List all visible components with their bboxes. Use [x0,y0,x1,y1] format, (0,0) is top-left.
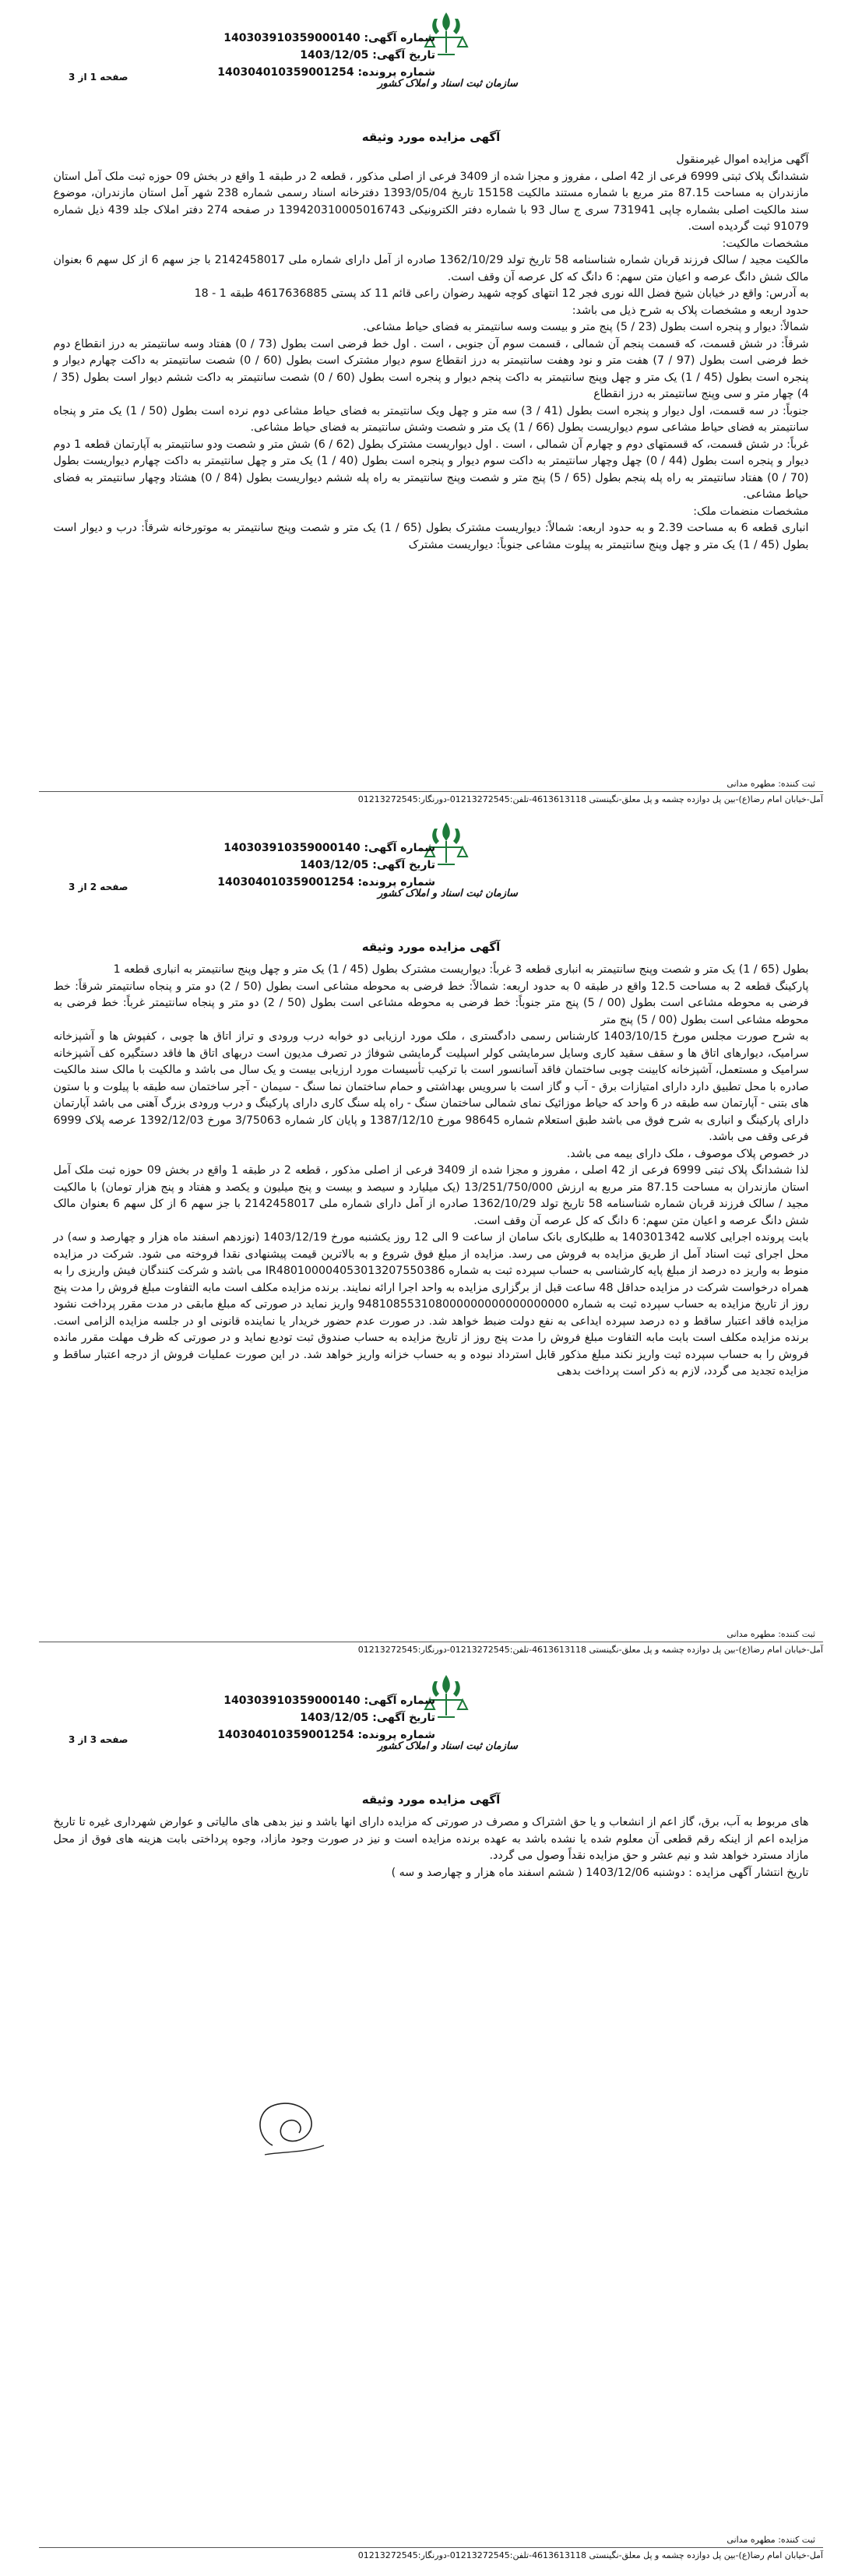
case-no: 140304010359001254 [217,66,354,79]
notice-no: 140303910359000140 [223,32,361,44]
case-no-label: شماره پرونده: [357,66,435,79]
page-header [0,0,862,128]
notice-body [54,954,809,1381]
case-no: 140304010359001254 [217,876,354,889]
case-no-label: شماره پرونده: [357,876,435,889]
approver-line [727,779,815,789]
paragraph: لذا ششدانگ پلاک ثبتی 6999 فرعی از 42 اصلی ، مفروز و مجزا شده از 3409 فرعی از اصلی مذکور ، قطعه 2 در طبقه 1 واقع در بخش 09 حوزه ثبت ملک آمل استان مازندران به مساحت 87.15 متر مربع به ارزش 13/251/750/000 (یک میلیارد و سیصد و بیست و پنج میلیون و یکصد و هفتاد و پنج هزار تومان) با مالکیت مجید / سالک فرزند قربان شماره شناسنامه 58 تاریخ تولد 1362/10/29 صادره از آمل دارای شماره ملی 2142458017 با جز سهم 6 از کل سهم 6 بعنوان مالک شش دانگ عرصه و اعیان متن سهم: 6 دانگ که کل عرصه آن وقف است. [53,1164,809,1227]
notice-no-label: شماره آگهی: [364,842,435,854]
approver-line [727,2535,815,2545]
paragraph: حدود اربعه و مشخصات پلاک به شرح ذیل می باشد: [572,304,809,317]
notice-date: 1403/12/05 [300,49,369,62]
document-page-3 [0,1663,862,2576]
footer-rule [39,2547,823,2548]
document-page-1 [0,0,862,810]
date-label: تاریخ آگهی: [372,1712,435,1724]
footer-address: آمل-خیابان امام رضا(ع)-بین پل دوازده چشمه و پل معلق-نگینستی 4613613118-تلفن:01213272545-دورنگار:01213272545 [357,1645,823,1655]
approver-name: مطهره مدانی [727,1629,776,1639]
paragraph: در خصوص پلاک موصوف ، ملک دارای بیمه می باشد. [566,1147,809,1160]
paragraph: آگهی مزایده اموال غیرمنقول [676,153,809,166]
approver-line [727,1629,815,1639]
paragraph: انباری قطعه 6 به مساحت 2.39 و به حدود اربعه: شمالاً: دیواریست مشترک بطول (65 / 1) یک متر و شصت وپنج سانتیمتر به موتورخانه شرقاً: درب و دیوار است بطول (45 / 1) یک متر و چهل وپنج سانتیمتر به پیلوت مشاعی جنوباً: دیواریست مشترک [53,522,809,551]
notice-meta [217,839,435,891]
notice-body [54,144,809,554]
organization-name: سازمان ثبت اسناد و املاک کشور [378,888,518,899]
handwritten-signature-icon [249,2091,335,2165]
footer-address: آمل-خیابان امام رضا(ع)-بین پل دوازده چشمه و پل معلق-نگینستی 4613613118-تلفن:01213272545-دورنگار:01213272545 [357,2550,823,2560]
case-no: 140304010359001254 [217,1729,354,1741]
paragraph: غرباً: در شش قسمت، که قسمتهای دوم و چهارم آن شمالی ، است . اول دیواریست مشترک بطول (62 / 6) شش متر و شصت ودو سانتیمتر به آپارتمان قطعه 1 دوم دیوار و پنجره است بطول (44 / 0) چهل وچهار سانتیمتر به داکت سوم دیوار و پنجره است بطول (40 / 1) یک متر و چهل سانتیمتر به داکت چهارم دیواریست بطول (70 / 0) هفتاد سانتیمتر به راه پله پنجم بطول (65 / 5) پنج متر و شصت وپنج سانتیمتر به راه پله ششم دیواریست بطول (84 / 0) هشتاد وچهار سانتیمتر به فضای حیاط مشاعی. [53,438,809,501]
paragraph: به شرح صورت مجلس مورخ 1403/10/15 کارشناس رسمی دادگستری ، ملک مورد ارزیابی دو خوابه درب ورودی و تراز اتاق ها چوبی ، کفپوش ها و آشپزخانه سرامیک، دیوارهای اتاق ها و سقف سقید کاری وسایل سرمایشی کولر اسپلیت گرمایشی شوفاژ در تصرف مدیون است دربهای اتاق ها فاقد دستگیره کف آشپزخانه سرامیک و مستعمل، آشپزخانه کابینت چوبی ساختمان فاقد آسانسور است با ترکیب تأسیسات مورد ارزیابی بیست و یک سال می باشد و مالکیت با مالک سند مالکیت صادره با محل تطبیق دارد دارای امتیازات برق - آب و گاز است با سرویس بهداشتی و حمام ساختمان نما سنگ - سیمان - آجر ساختمان سه طبقه با پیلوت و با ستون های بتنی - آپارتمان سه طبقه در 6 واحد که حیاط موزائیک نمای شمالی ساختمان سنگ - راه پله سنگ کاری دارای پارکینگ و درب ورودی بزرگ آهنی می باشد آپارتمان دارای پارکینگ و انباری به شرح فوق می باشد طبق استعلام شماره 98645 مورخ 1387/12/10 و پایان کار شماره 3/75063 مورخ 1392/12/03 عرصه پلاک 6999 فرعی وقف می باشد. [53,1030,809,1143]
approver-label: ثبت کننده: [778,2535,815,2545]
paragraph: مالکیت مجید / سالک فرزند قربان شماره شناسنامه 58 تاریخ تولد 1362/10/29 صادره از آمل دارای شماره ملی 2142458017 با جز سهم 6 از کل سهم 6 بعنوان مالک شش دانگ عرصه و اعیان متن سهم: 6 دانگ که کل عرصه آن وقف است. [53,254,809,283]
notice-title: آگهی مزایده مورد وثیقه [361,940,501,954]
page-header [0,810,862,938]
paragraph: شمالاً: دیوار و پنجره است بطول (23 / 5) پنج متر و بیست وسه سانتیمتر به فضای حیاط مشاعی. [363,321,809,333]
notice-date: 1403/12/05 [300,1712,369,1724]
page-number: صفحه 1 از 3 [69,72,128,83]
notice-title: آگهی مزایده مورد وثیقه [361,1793,501,1807]
approver-name: مطهره مدانی [727,779,776,789]
date-label: تاریخ آگهی: [372,49,435,62]
case-no-label: شماره پرونده: [357,1729,435,1741]
notice-no-label: شماره آگهی: [364,32,435,44]
organization-name: سازمان ثبت اسناد و املاک کشور [378,78,518,90]
approver-label: ثبت کننده: [778,779,815,789]
paragraph: تاریخ انتشار آگهی مزایده : دوشنبه 1403/12/06 ( ششم اسفند ماه هزار و چهارصد و سه ) [391,1866,809,1879]
notice-no: 140303910359000140 [223,842,361,854]
approver-label: ثبت کننده: [778,1629,815,1639]
paragraph: های مربوط به آب، برق، گاز اعم از انشعاب و یا حق اشتراک و مصرف در صورتی که مزایده دارای انها باشد و نیز بدهی های مالیاتی و عوارض شهرداری غیره تا تاریخ مزایده اعم از اینکه رقم قطعی آن معلوم شده یا نشده باشد به عهده برنده مزایده است و نیز در صورت وجود مازاد، وجوه پرداختی بابت هزینه های فوق از محل مازاد مسترد خواهد شد و نیم عشر و حق مزایده نقداً وصول می گردد. [53,1816,809,1862]
organization-name: سازمان ثبت اسناد و املاک کشور [378,1740,518,1752]
page-header [0,1663,862,1791]
page-number: صفحه 2 از 3 [69,882,128,892]
notice-no-label: شماره آگهی: [364,1694,435,1707]
footer-address: آمل-خیابان امام رضا(ع)-بین پل دوازده چشمه و پل معلق-نگینستی 4613613118-تلفن:01213272545-دورنگار:01213272545 [357,794,823,804]
document-page-2 [0,810,862,1663]
notice-title: آگهی مزایده مورد وثیقه [361,130,501,144]
notice-date: 1403/12/05 [300,859,369,871]
notice-meta [217,30,435,81]
page-number: صفحه 3 از 3 [69,1734,128,1745]
paragraph: جنوباً: در سه قسمت، اول دیوار و پنجره است بطول (41 / 3) سه متر و چهل ویک سانتیمتر به فضای حیاط مشاعی دوم نرده است بطول (50 / 1) یک متر و پنجاه سانتیمتر به فضای حیاط مشاعی سوم دیواریست بطول (66 / 1) یک متر و شصت وشش سانتیمتر به فضای حیاط مشاعی. [53,404,809,434]
footer-rule [39,791,823,792]
paragraph: مشخصات منضمات ملک: [693,505,809,518]
paragraph: مشخصات مالکیت: [722,237,809,250]
notice-body [54,1807,809,1881]
approver-name: مطهره مدانی [727,2535,776,2545]
paragraph: بطول (65 / 1) یک متر و شصت وپنج سانتیمتر به انباری قطعه 3 غرباً: دیواریست مشترک بطول (45 / 1) یک متر و چهل وپنج سانتیمتر به انباری قطعه 1 [113,963,809,976]
notice-meta [217,1692,435,1744]
paragraph: به آدرس: واقع در خیابان شیخ فضل الله نوری فجر 12 انتهای کوچه شهید رضوان راعی قائم 11 کد پستی 4617636885 طبقه 1 - 18 [194,287,809,300]
paragraph: شرقاً: در شش قسمت، که قسمت پنجم آن شمالی ، قسمت سوم آن جنوبی ، است . اول خط فرضی است بطول (73 / 0) هفتاد وسه سانتیمتر به درز انقطاع دوم خط فرضی است بطول (97 / 7) هفت متر و نود وهفت سانتیمتر به درز انقطاع سوم دیوار مشترک است بطول (60 / 0) شصت سانتیمتر به داکت چهارم دیوار و پنجره است بطول (45 / 1) یک متر و چهل وپنج سانتیمتر به داکت پنجم دیوار و پنجره است بطول (60 / 0) شصت سانتیمتر به داکت ششم دیوار است بطول (35 / 4) چهار متر و سی وپنج سانتیمتر به درز انقطاع [53,337,809,400]
notice-no: 140303910359000140 [223,1694,361,1707]
paragraph: ششدانگ پلاک ثبتی 6999 فرعی از 42 اصلی ، مفروز و مجزا شده از 3409 فرعی از اصلی مذکور ، قطعه 2 در طبقه 1 واقع در بخش 09 حوزه ثبت ملک آمل استان مازندران به مساحت 87.15 متر مربع با شماره مستند مالکیت 15158 تاریخ 1393/05/04 دفترخانه اسناد رسمی شماره 238 شهر آمل استان مازندران، موضوع سند مالکیت اصلی بشماره چاپی 731941 سری ج سال 93 با شماره دفتر الکترونیکی 139420310005016743 در صفحه 274 دفتر املاک جلد 439 ذیل شماره 91079 ثبت گردیده است. [53,170,809,233]
paragraph: بابت پرونده اجرایی کلاسه 140301342 به طلبکاری بانک سامان از ساعت 9 الی 12 روز یکشنبه مورخ 1403/12/19 (نوزدهم اسفند ماه هزار و چهارصد و سه) در محل اجرای ثبت اسناد آمل از طریق مزایده به فروش می رسد. مزایده از مبلغ فوق شروع و به بالاترین قیمت پیشنهادی نقدا فروخته می شود. شرکت در مزایده منوط به واریز ده درصد از مبلغ پایه کارشناسی به حساب سپرده ثبت به شماره IR480100004053013207550386 می باشد و شرکت کنندگان فیش واریزی را به همراه درخواست شرکت در مزایده حداقل 48 ساعت قبل از برگزاری مزایده به واحد اجرا ارائه نمایند. برنده مزایده مکلف است مابه التفاوت مبلغ فروش را مدت پنج روز از تاریخ مزایده به حساب سپرده ثبت به شماره 948108553108000000000000000000 واریز نماید در صورتی که مبلغ مابقی در مدت مقرر پرداخت نشود مزایده فاقد اعتبار ساقط و ده درصد سپرده ایداعی به نفع دولت ضبط خواهد شد. در صورت عدم حضور خریدار یا نماینده قانونی او در جلسه مزایده الزامی است. برنده مزایده مکلف است بابت مابه التفاوت مبلغ فروش را مدت پنج روز از تاریخ مزایده به حساب صندوق ثبت تودیع نماید و در صورتی که ظرف مهلت مقرر مانده فروش را به حساب سپرده ثبت واریز نکند مبلغ مذکور قابل استرداد نبوده و به حساب خزانه واریز خواهد شد. در این صورت عملیات فروش از درجه اعتبار ساقط و مزایده تجدید می گردد، لازم به ذکر است پرداخت بدهی [53,1231,809,1378]
paragraph: پارکینگ قطعه 2 به مساحت 12.5 واقع در طبقه 0 به حدود اربعه: شمالاً: خط فرضی به محوطه مشاعی است بطول (50 / 2) دو متر و پنجاه سانتیمتر شرقاً: خط فرضی به محوطه مشاعی است بطول (00 / 5) پنج متر جنوباً: خط فرضی به محوطه مشاعی است بطول (50 / 2) دو متر و پنجاه سانتیمتر غرباً: خط فرضی به محوطه مشاعی است بطول (00 / 5) پنج متر [53,980,809,1026]
date-label: تاریخ آگهی: [372,859,435,871]
